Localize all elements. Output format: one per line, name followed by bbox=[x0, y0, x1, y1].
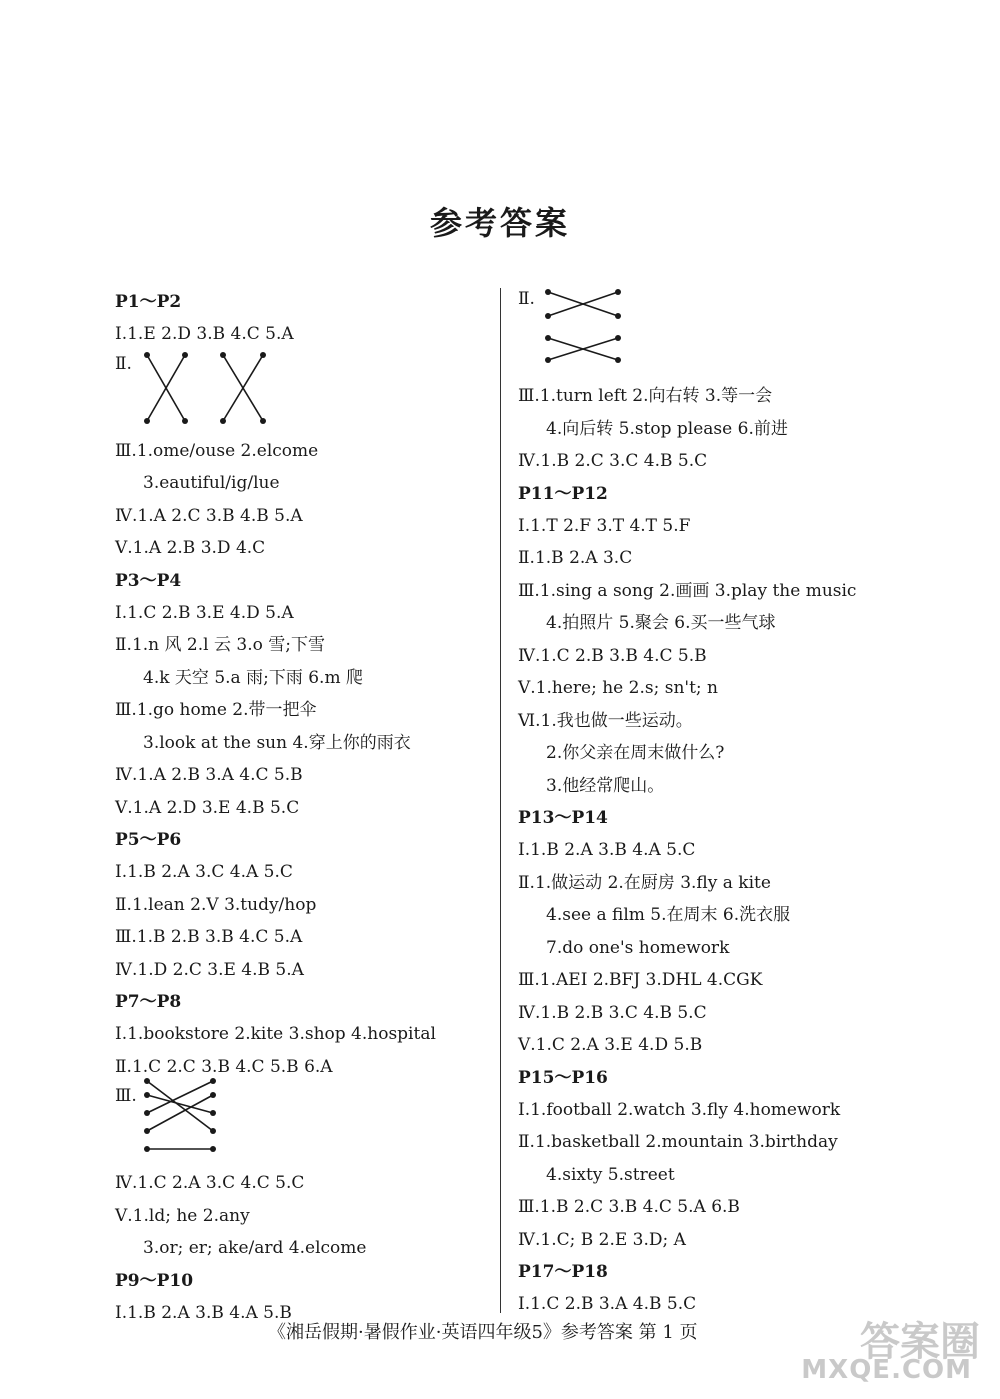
answer-line: Ⅳ.1.A 2.B 3.A 4.C 5.B bbox=[115, 765, 303, 785]
answer-line: Ⅲ.1.B 2.C 3.B 4.C 5.A 6.B bbox=[518, 1197, 740, 1217]
answer-line: 4.sixty 5.street bbox=[546, 1164, 675, 1185]
answer-line: Ⅵ.1.我也做一些运动。 bbox=[518, 710, 693, 731]
answer-line: Ⅳ.1.C 2.A 3.C 4.C 5.C bbox=[115, 1173, 305, 1193]
answer-line: Ⅲ.1.ome/ouse 2.elcome bbox=[115, 440, 319, 461]
matching-line bbox=[147, 1081, 213, 1131]
matching-dot bbox=[144, 418, 150, 424]
answer-line: Ⅰ.1.B 2.A 3.C 4.A 5.C bbox=[115, 862, 293, 882]
answer-line: Ⅳ.1.C 2.B 3.B 4.C 5.B bbox=[518, 645, 707, 666]
answer-line: Ⅳ.1.B 2.B 3.C 4.B 5.C bbox=[518, 1002, 707, 1023]
answer-line: 4.see a film 5.在周末 6.洗衣服 bbox=[546, 905, 791, 925]
page-title: 参考答案 bbox=[429, 204, 570, 242]
column-divider bbox=[500, 288, 501, 1313]
answer-line: 3.or; er; ake/ard 4.elcome bbox=[143, 1238, 367, 1258]
matching-dot bbox=[545, 289, 551, 295]
answer-line: 4.k 天空 5.a 雨;下雨 6.m 爬 bbox=[143, 667, 363, 688]
section-heading: P1～P2 bbox=[115, 292, 182, 312]
answer-line: Ⅴ.1.C 2.A 3.E 4.D 5.B bbox=[518, 1035, 703, 1055]
matching-dot bbox=[545, 335, 551, 341]
answer-line: 3.他经常爬山。 bbox=[546, 775, 665, 796]
answer-line: Ⅱ.1.做运动 2.在厨房 3.fly a kite bbox=[518, 872, 771, 893]
matching-dot bbox=[220, 418, 226, 424]
section-heading: P13～P14 bbox=[518, 808, 608, 828]
answer-line: 3.eautiful/ig/lue bbox=[143, 473, 280, 493]
matching-dot bbox=[615, 289, 621, 295]
matching-label: Ⅱ. bbox=[115, 353, 132, 374]
answer-line: 7.do one's homework bbox=[546, 937, 730, 958]
answer-line: Ⅲ.1.turn left 2.向右转 3.等一会 bbox=[518, 386, 773, 406]
matching-dot bbox=[220, 352, 226, 358]
section-heading: P3～P4 bbox=[115, 570, 182, 591]
section-heading: P9～P10 bbox=[115, 1270, 194, 1291]
matching-dot bbox=[260, 352, 266, 358]
matching-line bbox=[147, 1095, 213, 1131]
answer-line: Ⅳ.1.A 2.C 3.B 4.B 5.A bbox=[115, 505, 303, 526]
answer-line: Ⅰ.1.B 2.A 3.B 4.A 5.B bbox=[115, 1302, 292, 1323]
answer-line: Ⅰ.1.C 2.B 3.E 4.D 5.A bbox=[115, 602, 294, 623]
answer-line: Ⅲ.1.go home 2.带一把伞 bbox=[115, 700, 317, 720]
answer-line: Ⅰ.1.football 2.watch 3.fly 4.homework bbox=[518, 1099, 841, 1120]
matching-dot bbox=[545, 357, 551, 363]
matching-diagram bbox=[115, 351, 490, 435]
matching-diagram bbox=[518, 286, 898, 380]
matching-label: Ⅱ. bbox=[518, 289, 535, 309]
matching-lines-svg bbox=[518, 280, 638, 370]
answer-line: Ⅴ.1.here; he 2.s; sn't; n bbox=[518, 678, 718, 698]
answer-line: 2.你父亲在周末做什么? bbox=[546, 743, 725, 763]
matching-dot bbox=[545, 313, 551, 319]
answer-line: Ⅰ.1.E 2.D 3.B 4.C 5.A bbox=[115, 324, 294, 344]
answer-line: Ⅰ.1.B 2.A 3.B 4.A 5.C bbox=[518, 840, 696, 860]
matching-dot bbox=[210, 1146, 216, 1152]
matching-lines-svg bbox=[115, 1073, 265, 1153]
matching-dot bbox=[182, 352, 188, 358]
matching-dot bbox=[210, 1128, 216, 1134]
answer-line: Ⅳ.1.D 2.C 3.E 4.B 5.A bbox=[115, 959, 304, 980]
answer-column-left bbox=[115, 286, 490, 1329]
answer-line: Ⅲ.1.B 2.B 3.B 4.C 5.A bbox=[115, 927, 303, 947]
matching-dot bbox=[210, 1092, 216, 1098]
matching-dot bbox=[144, 1110, 150, 1116]
answer-line: Ⅳ.1.B 2.C 3.C 4.B 5.C bbox=[518, 451, 708, 471]
answer-line: Ⅰ.1.C 2.B 3.A 4.B 5.C bbox=[518, 1294, 697, 1314]
matching-dot bbox=[615, 357, 621, 363]
watermark-url: MXQE.COM bbox=[801, 1355, 972, 1385]
matching-diagram bbox=[115, 1083, 490, 1167]
matching-dot bbox=[615, 335, 621, 341]
matching-dot bbox=[144, 1128, 150, 1134]
matching-lines-svg bbox=[115, 349, 275, 429]
matching-dot bbox=[144, 1078, 150, 1084]
answer-line: Ⅱ.1.basketball 2.mountain 3.birthday bbox=[518, 1132, 838, 1152]
answer-line: Ⅴ.1.A 2.B 3.D 4.C bbox=[115, 538, 266, 558]
section-heading: P15～P16 bbox=[518, 1067, 608, 1088]
matching-dot bbox=[144, 1092, 150, 1098]
matching-dot bbox=[182, 418, 188, 424]
answer-line: 4.向后转 5.stop please 6.前进 bbox=[546, 418, 788, 439]
answer-line: 3.look at the sun 4.穿上你的雨衣 bbox=[143, 732, 411, 753]
matching-dot bbox=[615, 313, 621, 319]
matching-dot bbox=[144, 1146, 150, 1152]
section-heading: P7～P8 bbox=[115, 992, 182, 1012]
watermark-stamp: 答案圈 bbox=[860, 1319, 980, 1365]
answer-line: Ⅱ.1.n 风 2.l 云 3.o 雪;下雪 bbox=[115, 635, 325, 655]
answer-line: Ⅲ.1.sing a song 2.画画 3.play the music bbox=[518, 580, 857, 601]
matching-label: Ⅲ. bbox=[115, 1086, 137, 1106]
answer-line: Ⅴ.1.A 2.D 3.E 4.B 5.C bbox=[115, 797, 300, 818]
section-heading: P17～P18 bbox=[518, 1262, 608, 1282]
answer-line: Ⅰ.1.bookstore 2.kite 3.shop 4.hospital bbox=[115, 1024, 436, 1044]
answer-line: Ⅴ.1.ld; he 2.any bbox=[115, 1205, 250, 1226]
answer-line: Ⅲ.1.AEI 2.BFJ 3.DHL 4.CGK bbox=[518, 970, 763, 990]
matching-dot bbox=[210, 1110, 216, 1116]
section-heading: P11～P12 bbox=[518, 483, 608, 504]
answer-line: Ⅳ.1.C; B 2.E 3.D; A bbox=[518, 1229, 686, 1250]
answer-line: Ⅱ.1.B 2.A 3.C bbox=[518, 548, 633, 568]
answer-column-right bbox=[518, 286, 898, 1321]
answer-line: Ⅱ.1.lean 2.V 3.tudy/hop bbox=[115, 894, 317, 915]
matching-dot bbox=[144, 352, 150, 358]
answer-line: Ⅰ.1.T 2.F 3.T 4.T 5.F bbox=[518, 515, 691, 536]
matching-dot bbox=[260, 418, 266, 424]
matching-dot bbox=[210, 1078, 216, 1084]
answer-line: 4.拍照片 5.聚会 6.买一些气球 bbox=[546, 613, 776, 633]
answer-line: Ⅱ.1.C 2.C 3.B 4.C 5.B 6.A bbox=[115, 1056, 333, 1077]
section-heading: P5～P6 bbox=[115, 830, 182, 850]
page-footer: 《湘岳假期·暑假作业·英语四年级5》参考答案 第 1 页 bbox=[268, 1322, 698, 1343]
